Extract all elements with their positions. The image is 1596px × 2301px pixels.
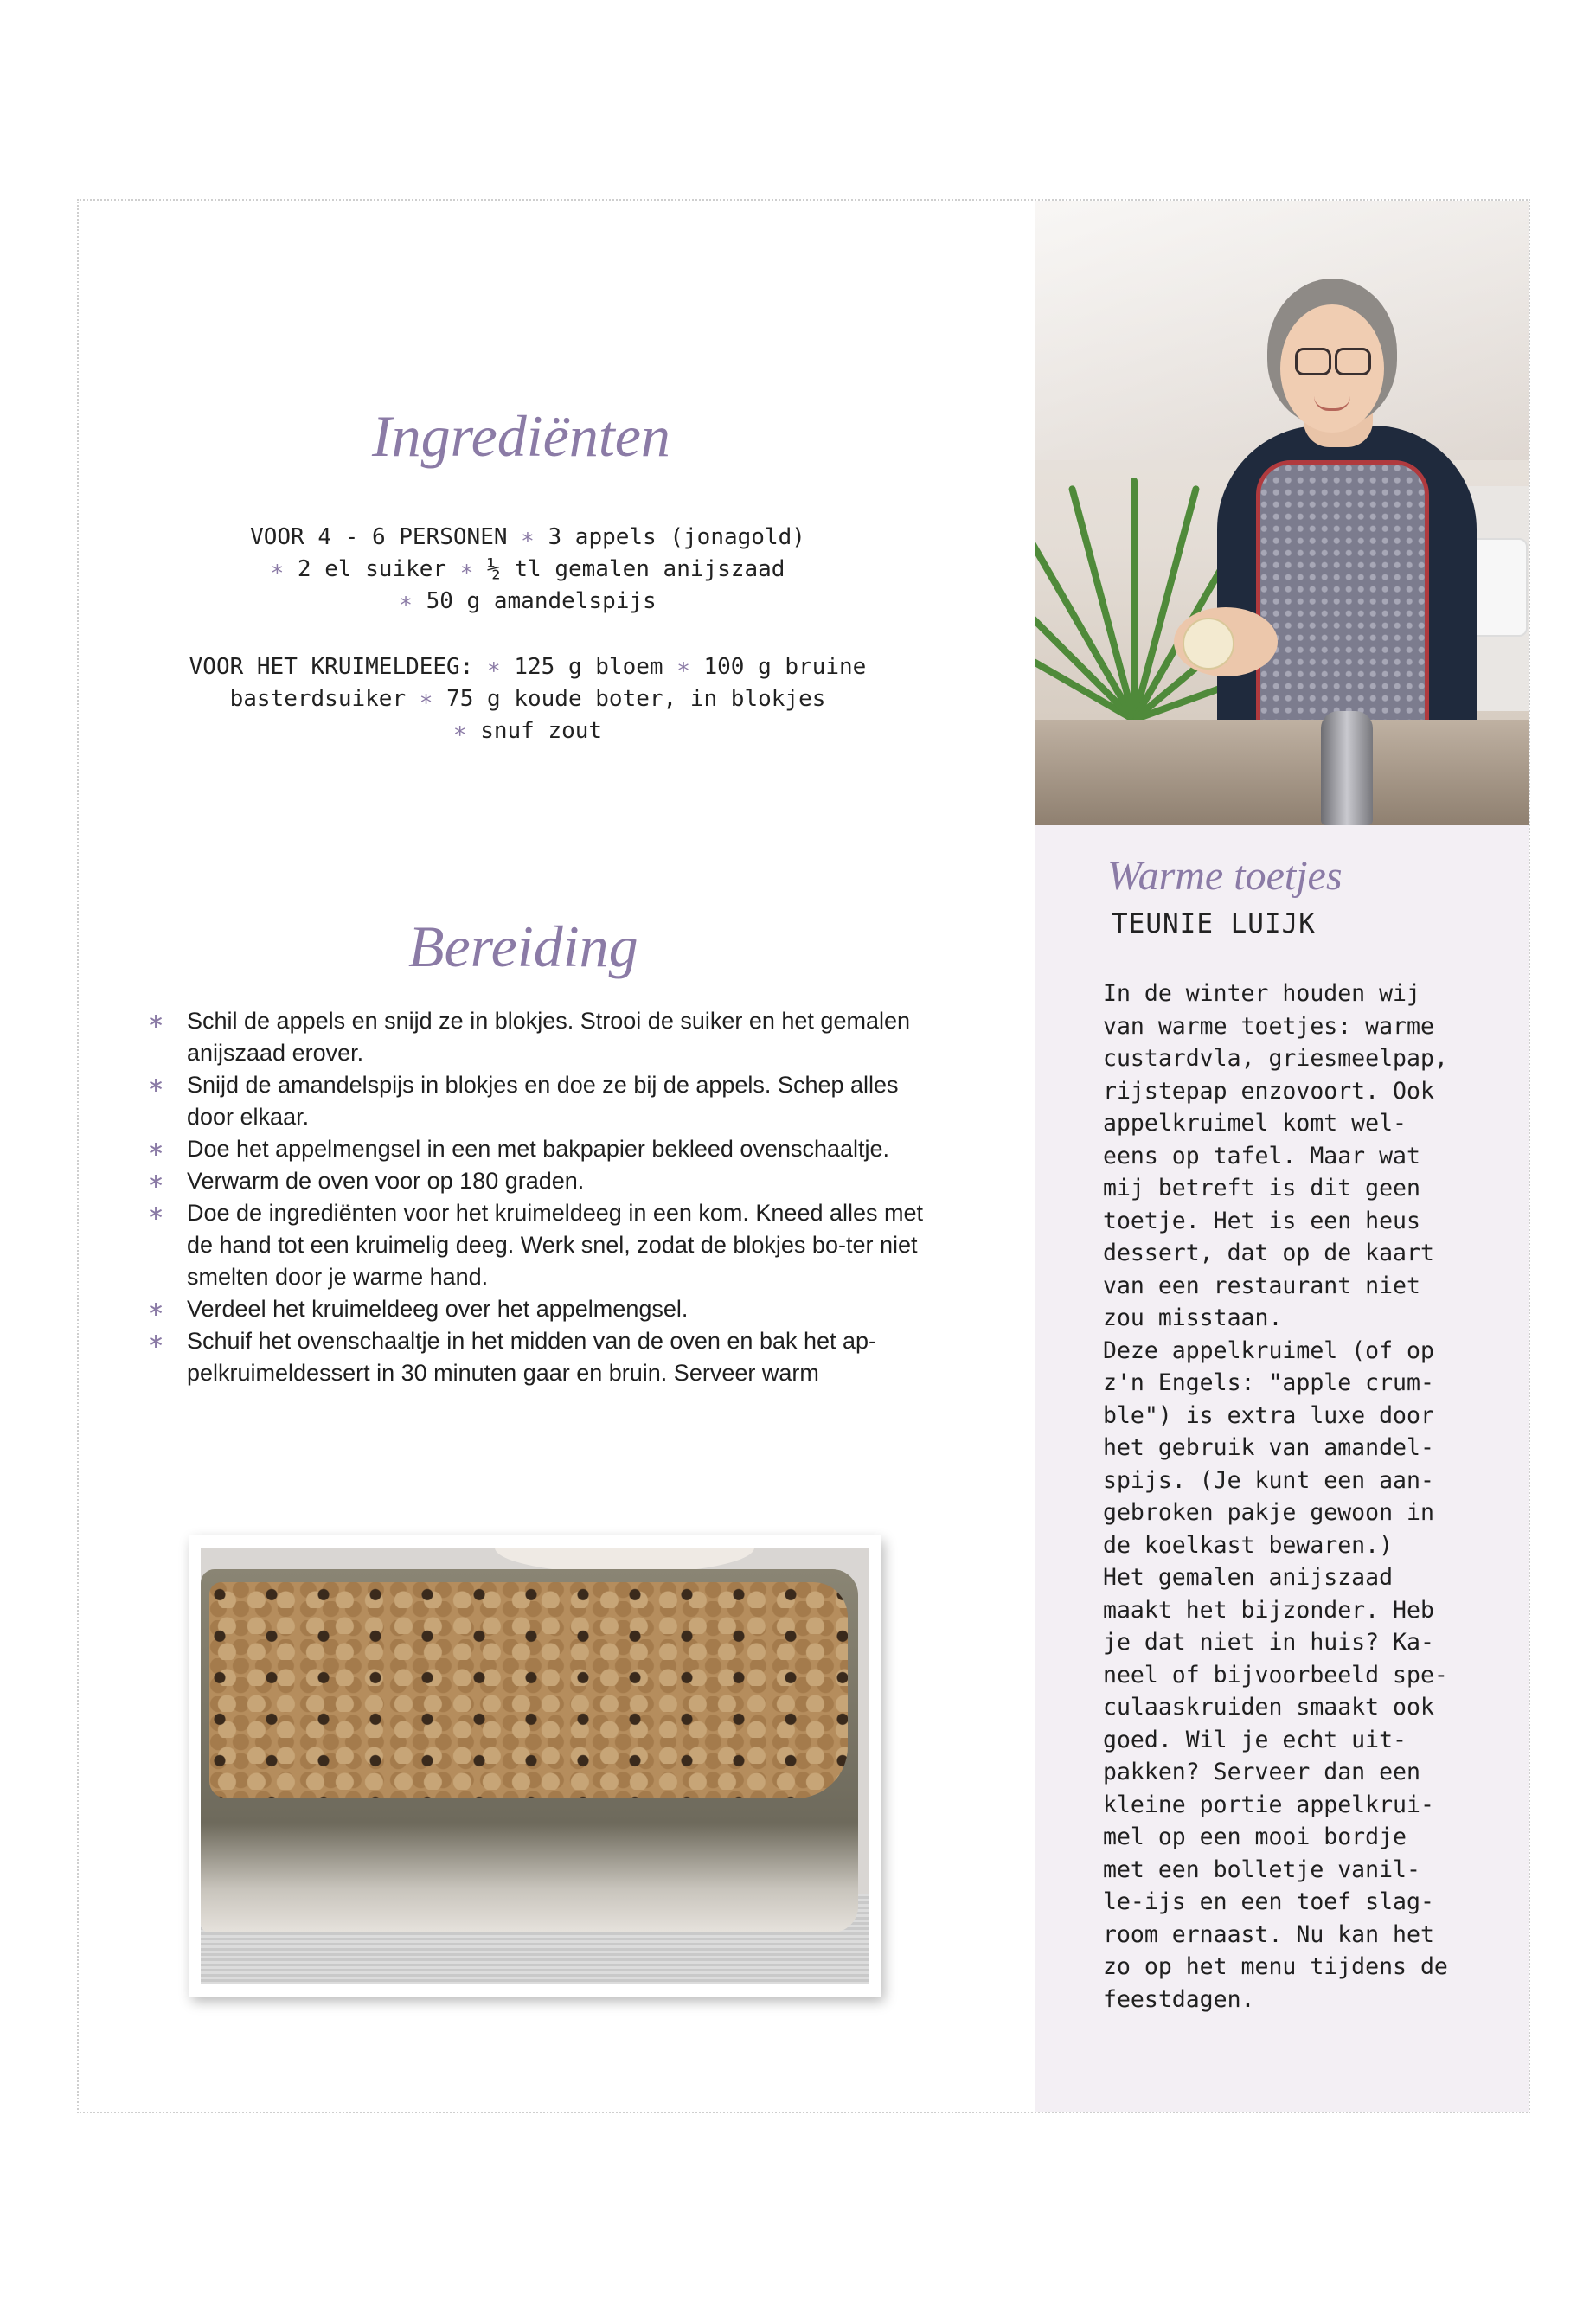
star-icon: ∗ — [521, 524, 535, 550]
author-name: TEUNIE LUIJK — [1112, 908, 1316, 939]
author-photo — [1035, 201, 1529, 825]
star-icon: ∗ — [419, 686, 433, 712]
star-icon: ∗ — [459, 556, 474, 582]
ingredient-brown-sugar-cont: basterdsuiker — [229, 686, 407, 712]
preparation-steps — [147, 1005, 943, 1389]
star-bullet-icon: ∗ — [147, 1330, 165, 1353]
star-bullet-icon: ∗ — [147, 1170, 165, 1193]
preparation-heading: Bereiding — [408, 913, 638, 979]
star-icon: ∗ — [487, 654, 501, 680]
ingredient-salt: snuf zout — [480, 718, 603, 744]
servings-label: VOOR 4 - 6 PERSONEN — [250, 524, 508, 550]
ingredient-almond-paste: 50 g amandelspijs — [426, 588, 657, 614]
star-icon: ∗ — [676, 654, 690, 680]
star-bullet-icon: ∗ — [147, 1074, 165, 1097]
sidebar-title: Warme toetjes — [1107, 853, 1343, 899]
step-item — [147, 1293, 943, 1325]
ingredient-brown-sugar: 100 g bruine — [703, 654, 867, 680]
star-icon: ∗ — [270, 556, 285, 582]
step-item — [147, 1325, 943, 1389]
star-bullet-icon: ∗ — [147, 1009, 165, 1033]
crumble-photo — [189, 1535, 881, 1997]
step-text: Schuif het ovenschaaltje in het midden van de oven en bak het ap-pelkruimeldessert in 30 minuten gaar en bruin. Serveer warm — [187, 1328, 877, 1386]
ingredient-anise: ½ tl gemalen anijszaad — [487, 556, 785, 582]
step-text: Snijd de amandelspijs in blokjes en doe ze bij de appels. Schep alles door elkaar. — [187, 1072, 899, 1130]
dough-label: VOOR HET KRUIMELDEEG: — [189, 654, 474, 680]
sidebar-story: In de winter houden wij van warme toetjes: warme custardvla, griesmeelpap, rijstepap enzovoort. Ook appelkruimel komt wel- eens op tafel. Maar wat mij betreft is dit geen toetje. Het is een heus dessert, dat op de kaart van een restaurant niet zou misstaan. Deze appelkruimel (of op z'n Engels: "apple crum- ble") is extra luxe door het gebruik van amandel- spijs. (Je kunt een aan- gebroken pakje gewoon in de koelkast bewaren.) Het gemalen anijszaad maakt het bijzonder. Heb je dat niet in huis? Ka- neel of bijvoorbeeld spe- culaaskruiden smaakt ook goed. Wil je echt uit- pakken? Serveer dan een kleine portie appelkrui- mel op een mooi bordje met een bolletje vanil- le-ijs en een toef slag- room ernaast. Nu kan het zo op het menu tijdens de feestdagen. — [1103, 980, 1448, 2013]
step-item — [147, 1069, 943, 1133]
ingredients-list — [138, 522, 917, 618]
ingredient-apples: 3 appels (jonagold) — [548, 524, 805, 550]
ingredient-flour: 125 g bloem — [514, 654, 663, 680]
step-item — [147, 1197, 943, 1293]
star-bullet-icon: ∗ — [147, 1138, 165, 1161]
step-item — [147, 1165, 943, 1197]
ingredient-sugar: 2 el suiker — [297, 556, 447, 582]
star-icon: ∗ — [452, 718, 467, 744]
star-bullet-icon: ∗ — [147, 1202, 165, 1225]
step-text: Doe de ingrediënten voor het kruimeldeeg in een kom. Kneed alles met de hand tot een kruimelig deeg. Werk snel, zodat de blokjes bo-ter niet smelten door je warme hand. — [187, 1200, 924, 1290]
star-bullet-icon: ∗ — [147, 1298, 165, 1321]
dough-ingredients-list — [138, 651, 917, 747]
step-text: Verdeel het kruimeldeeg over het appelmengsel. — [187, 1296, 689, 1322]
step-text: Schil de appels en snijd ze in blokjes. Strooi de suiker en het gemalen anijszaad erover. — [187, 1008, 910, 1066]
step-item — [147, 1133, 943, 1165]
ingredient-butter: 75 g koude boter, in blokjes — [446, 686, 826, 712]
ingredients-heading: Ingrediënten — [372, 403, 670, 469]
star-icon: ∗ — [399, 588, 413, 614]
step-item — [147, 1005, 943, 1069]
step-text: Verwarm de oven voor op 180 graden. — [187, 1168, 585, 1194]
step-text: Doe het appelmengsel in een met bakpapier bekleed ovenschaaltje. — [187, 1136, 890, 1162]
